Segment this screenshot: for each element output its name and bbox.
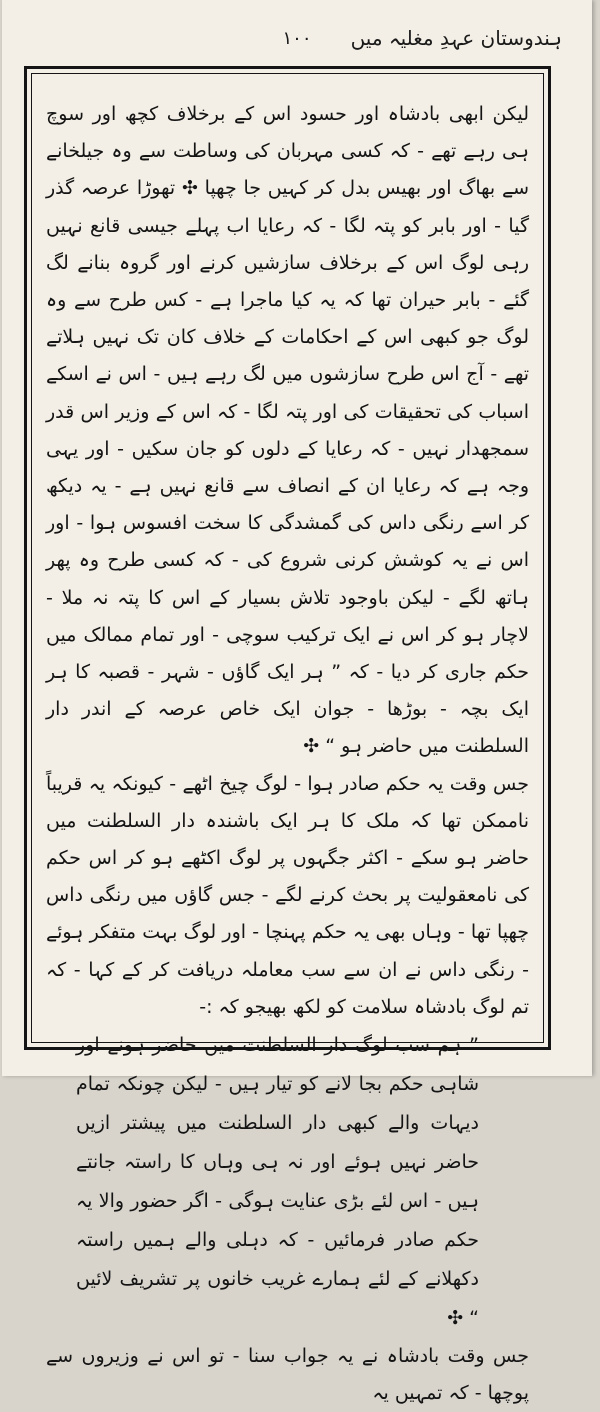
page-number: ۱۰۰ bbox=[282, 28, 312, 49]
book-page bbox=[2, 0, 592, 1405]
running-head bbox=[26, 26, 568, 60]
paragraph-2: جس وقت یہ حکم صادر ہوا - لوگ چیخ اٹھے - کیونکہ یہ قریباً ناممکن تھا کہ ملک کا ہر ایک باشندہ دار السلطنت میں حاضر ہو سکے - اکثر جگہوں پر لوگ اکٹھے ہو کر اس حکم کی نامعقولیت پر بحث کرنے لگے - جس گاؤں میں رنگی داس چھپا تھا - وہاں بھی یہ حکم پہنچا - اور لوگ بہت متفکر ہوئے - رنگی داس نے ان سے سب معاملہ دریافت کر کے کہا - کہ تم لوگ بادشاہ سلامت کو لکھ بھیجو کہ :- bbox=[46, 772, 529, 1018]
text-frame-outer bbox=[24, 66, 551, 1405]
running-title: ہندوستان عہدِ مغلیہ میں bbox=[350, 26, 562, 50]
main-text bbox=[46, 96, 529, 1405]
text-frame-inner bbox=[31, 73, 544, 1405]
paragraph-3: جس وقت بادشاہ نے یہ جواب سنا - تو اس نے وزیروں سے پوچھا - کہ تمہیں یہ bbox=[46, 1345, 529, 1405]
paragraph-1: لیکن ابھی بادشاہ اور حسود اس کے برخلاف کچھ اور سوچ ہی رہے تھے - کہ کسی مہربان کی وساطت سے وہ جیلخانے سے بھاگ اور بھیس بدل کر کہیں جا چھپا ✣ تھوڑا عرصہ گذر گیا - اور بابر کو پتہ لگا - کہ رعایا اب پہلے جیسی قانع نہیں رہی لوگ اس کے برخلاف سازشیں کرنے اور گروہ بنانے لگ گئے - بابر حیران تھا کہ یہ کیا ماجرا ہے - کس طرح سے وہ لوگ جو کبھی اس کے احکامات کے خلاف کان تک نہیں ہلاتے تھے - آج اس طرح سازشوں میں لگ رہے ہیں - اس نے اسکے اسباب کی تحقیقات کی اور پتہ لگا - کہ اس کے وزیر اس قدر سمجھدار نہیں - کہ رعایا کے دلوں کو جان سکیں - اور یہی وجہ ہے کہ رعایا ان کے انصاف سے قانع نہیں ہے - یہ دیکھ کر اسے رنگی داس کی گمشدگی کا سخت افسوس ہوا - اور اس نے یہ کوشش کرنی شروع کی - کہ کسی طرح وہ پھر ہاتھ لگے - لیکن باوجود تلاش بسیار کے اس کا پتہ نہ ملا - لاچار ہو کر اس نے ایک ترکیب سوچی - اور تمام ممالک میں حکم جاری کر دیا - کہ ” ہر ایک گاؤں - شہر - قصبہ کا ہر ایک بچہ - بوڑھا - جوان ایک خاص عرصہ کے اندر دار السلطنت میں حاضر ہو “ ✣ bbox=[46, 103, 529, 758]
quoted-petition: ” ہم سب لوگ دار السلطنت میں حاضر ہونے اور شاہی حکم بجا لانے کو تیار ہیں - لیکن چونکہ تمام دیہات والے کبھی دار السلطنت میں پیشتر ازیں حاضر نہیں ہوئے اور نہ ہی وہاں کا راستہ جانتے ہیں - اس لئے بڑی عنایت ہوگی - اگر حضور والا یہ حکم صادر فرمائیں - کہ دہلی والے ہمیں راستہ دکھلانے کے لئے ہمارے غریب خانوں پر تشریف لائیں “ ✣ bbox=[76, 1034, 479, 1330]
